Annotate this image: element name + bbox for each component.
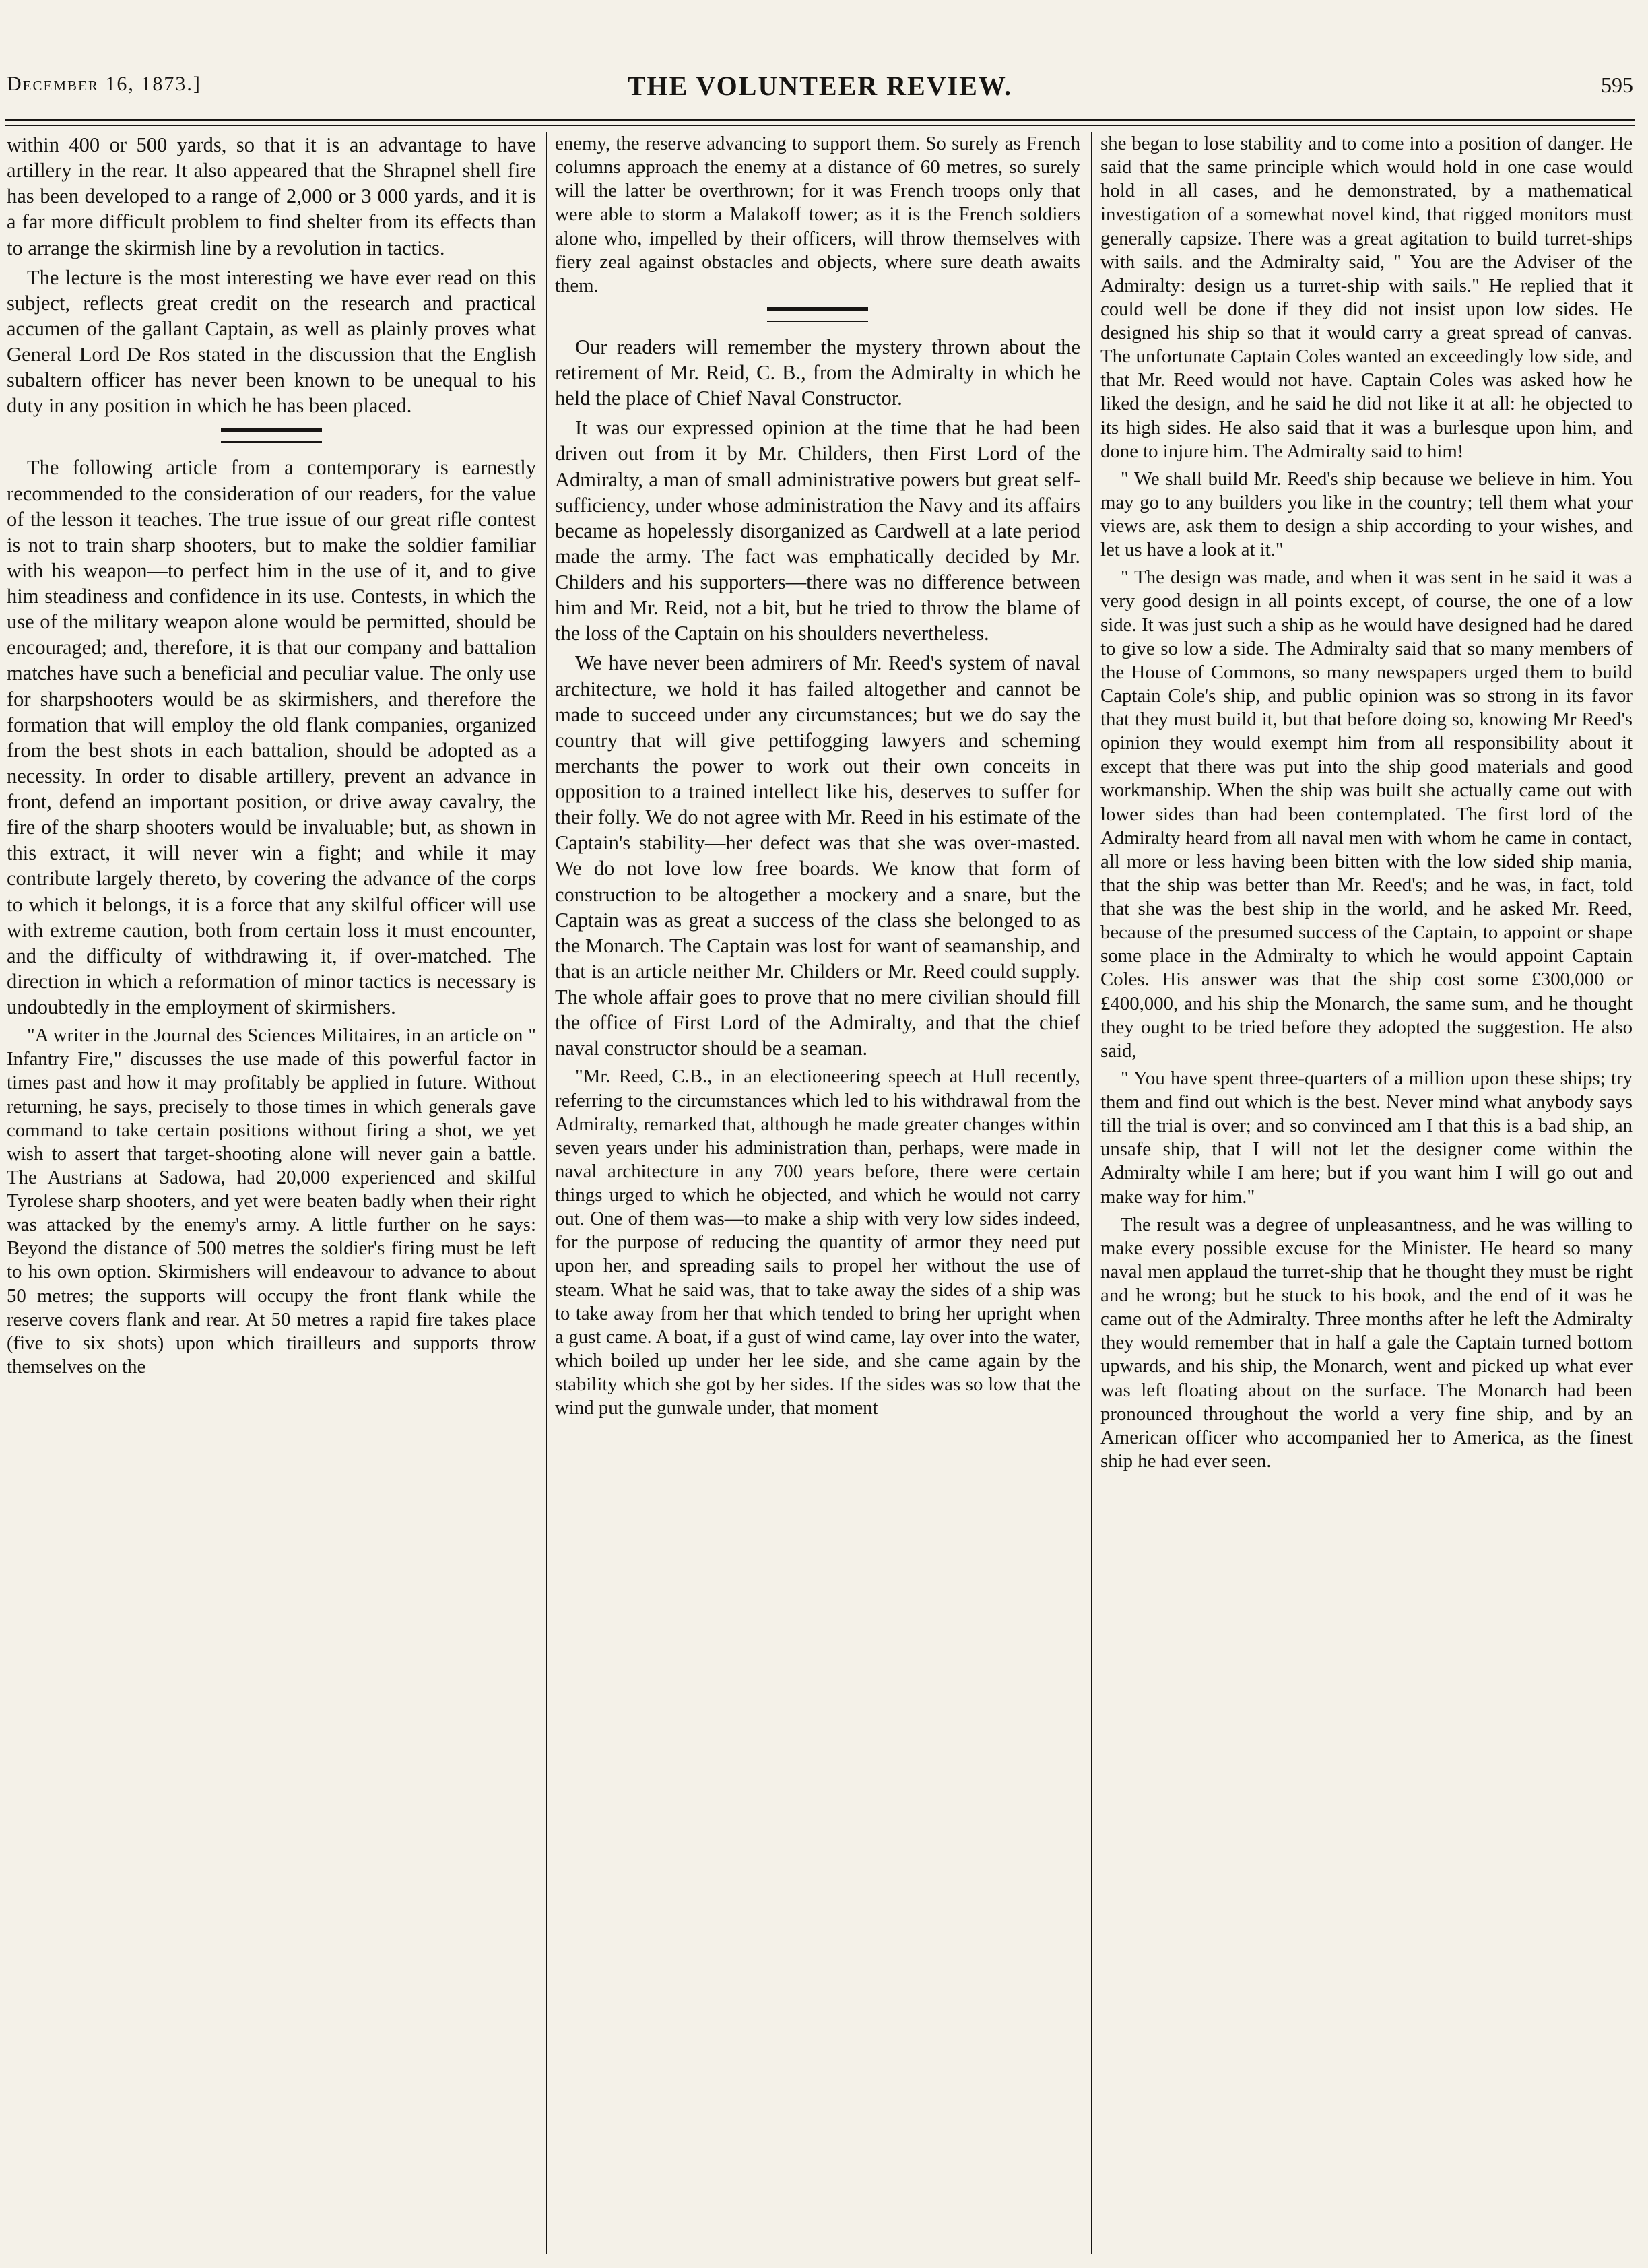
quoted-paragraph: enemy, the reserve advancing to support them. So surely as French columns approach the enemy at a distance of 60 metres, so surely will the latter be overthrown; for it was French troops only that were able to storm a Malakoff tower; as it is the French soldiers alone who, impelled by their officers, will throw themselves with fiery zeal against obstacles and objects, where sure death awaits them. — [555, 133, 1080, 296]
column-rule — [1091, 132, 1092, 2254]
quoted-paragraph: " You have spent three-quarters of a million upon these ships; try them and find out which is the best. Never mind what anybody says till the trial is over; and so convinced am I that this is a bad ship, an unsafe ship, that I will not let the designer come within the Admiralty while I am here; but if you want him I will go out and make way for him." — [1100, 1067, 1633, 1208]
article-intro: Our readers will remember the mystery thrown about the retirement of Mr. Reid, C. B., from the Admiralty in which he held the place of Chief Naval Constructor. — [555, 335, 1080, 410]
article-intro: The following article from a contemporary is earnestly recommended to the consideration of our readers, for the value of the lesson it teaches. The true issue of our great rifle contest is not to train sharp shooters, but to make the soldier familiar with his weapon—to perfect him in the use of it, and to give him steadiness and confidence in its use. Contests, in which the use of the military weapon alone would be permitted, should be encouraged; and, therefore, it is that our company and battalion matches have such a beneficial and peculiar value. The only use for sharpshooters would be as skirmishers, and therefore the formation that will employ the old flank companies, organized from the best shots in each battalion, should be adopted as a necessity. In order to disable artillery, prevent an advance in front, defend an important position, or drive away cavalry, the fire of the sharp shooters would be invaluable; but, as shown in this extract, it will never win a fight; and while it may contribute largely thereto, by covering the advance of the corps to which it belongs, it is a force that any skilful officer will use with extreme caution, both from certain loss it must encounter, and the difficulty of withdrawing it, if over-matched. The direction in which a reformation of minor tactics is necessary is undoubtedly in the employment of skirmishers. — [7, 456, 536, 1018]
publication-title: THE VOLUNTEER REVIEW. — [627, 71, 1013, 101]
paragraph: within 400 or 500 yards, so that it is an advantage to have artillery in the rear. It also appeared that the Shrapnel shell fire has been developed to a range of 2,000 or 3 000 yards, and it is a far more difficult problem to find shelter from its effects than to arrange the skirmish line by a revolution in tactics. — [7, 133, 536, 259]
paragraph: The lecture is the most interesting we have ever read on this subject, reflects great credit on the research and practical accumen of the gallant Captain, as well as plainly proves what General Lord De Ros stated in the discussion that the English subaltern officer has never been known to be unequal to his duty in any position in which he has been placed. — [7, 265, 536, 418]
header-rule-thin — [5, 125, 1635, 126]
quoted-paragraph: "A writer in the Journal des Sciences Militaires, in an article on " Infantry Fire," discusses the use made of this powerful factor in times past and how it may profitably be applied in future. Without returning, he says, precisely to those times in which generals gave command to take certain positions without firing a shot, we yet wish to assert that target-shooting alone will never gain a battle. The Austrians at Sadowa, had 20,000 experienced and skilful Tyrolese sharp shooters, and yet were beaten badly when their right was attacked by the enemy's army. A little further on he says: Beyond the distance of 500 metres the soldier's firing must be left to his own option. Skirmishers will endeavour to advance to about 50 metres; the supports will occupy the front flank while the reserve covers flank and rear. At 50 metres a rapid fire takes place (five to six shots) upon which tirailleurs and supports throw themselves on the — [7, 1025, 536, 1378]
issue-date: December 16, 1873.] — [7, 73, 201, 95]
page-number: 595 — [1601, 73, 1633, 97]
quoted-paragraph: " We shall build Mr. Reed's ship because we believe in him. You may go to any builders you like in the country; tell them what your views are, ask them to design a ship according to your wishes, and let us have a look at it." — [1100, 467, 1633, 561]
quoted-paragraph: "Mr. Reed, C.B., in an electioneering speech at Hull recently, referring to the circumstances which led to his withdrawal from the Admiralty, remarked that, although he made greater changes within seven years under his administration than, perhaps, were made in naval architecture in any 700 years before, there were certain things urged to which he objected, and which he would not carry out. One of them was—to make a ship with very low sides indeed, for the purpose of reducing the quantity of armor they need put upon her, and spreading sails to propel her without the use of steam. What he said was, that to take away the sides of a ship was to take away from her that which tended to bring her upright when a gust came. A boat, if a gust of wind came, lay over into the water, which boiled up under her lee side, and she came again by the stability which she got by her sides. If the sides was so low that the wind put the gunwale under, that moment — [555, 1066, 1080, 1419]
quoted-paragraph: The result was a degree of unpleasantness, and he was willing to make every possible excuse for the Minister. He heard so many naval men applaud the turret-ship that he thought they must be right and he wrong; but he stuck to his book, and the end of it was he came out of the Admiralty. Three months after he left the Admiralty they would remember that in half a gale the Captain turned bottom upwards, and his ship, the Monarch, went and picked up what ever was left floating about on the surface. The Monarch had been pronounced throughout the world a very fine ship, and by an American officer who accompanied her to America, as the finest ship he had ever seen. — [1100, 1213, 1633, 1472]
column-3 — [1100, 132, 1633, 2247]
column-1 — [7, 132, 536, 2247]
paragraph: We have never been admirers of Mr. Reed's system of naval architecture, we hold it has failed altogether and cannot be made to succeed under any circumstances; but we do say the country that will give pettifogging lawyers and scheming merchants the power to work out their own conceits in opposition to a trained intellect like his, deserves to suffer for their folly. We do not agree with Mr. Reed in his estimate of the Captain's stability—her defect was that she was over-masted. We do not love low free boards. We know that form of construction to be altogether a mockery and a snare, but the Captain was as great a success of the class she belonged to as the Monarch. The Captain was lost for want of seamanship, and that is an article neither Mr. Childers or Mr. Reed could supply. The whole affair goes to prove that no mere civilian should fill the office of First Lord of the Admiralty, and that the chief naval constructor should be a seaman. — [555, 651, 1080, 1060]
quoted-paragraph: she began to lose stability and to come into a position of danger. He said that the same principle which would hold in one case would hold in all cases, and he demonstrated, by a mathematical investigation of a somewhat novel kind, that rigged monitors must generally capsize. There was a great agitation to build turret-ships with sails. and the Admiralty said, " You are the Adviser of the Admiralty: design us a turret-ship with sails." He replied that it could well be done if they did not insist upon low sides. He designed his ship so that it would carry a great spread of canvas. The unfortunate Captain Coles wanted an exceedingly low side, and that Mr. Reed would not have. Captain Coles was asked how he liked the design, and he said he did not like it at all: he objected to its high sides. He also said that it was a burlesque upon him, and done to injure him. The Admiralty said to him! — [1100, 133, 1633, 462]
page-header — [7, 73, 1633, 115]
column-2 — [555, 132, 1080, 2247]
article-divider — [767, 307, 868, 322]
paragraph: It was our expressed opinion at the time that he had been driven out from it by Mr. Childers, then First Lord of the Admiralty, a man of small administrative powers but great self-sufficiency, under whose administration the Navy and its affairs became as hopelessly disorganized as Cardwell at a late period made the army. The fact was emphatically decided by Mr. Childers and his supporters—there was no difference between him and Mr. Reid, not a bit, but he tried to throw the blame of the loss of the Captain on his shoulders nevertheless. — [555, 416, 1080, 645]
column-rule — [546, 132, 547, 2254]
quoted-paragraph: " The design was made, and when it was sent in he said it was a very good design in all points except, of course, the one of a low side. It was just such a ship as he would have designed had he dared to give so low a side. The Admiralty said that so many members of the House of Commons, so many newspapers urged them to build Captain Cole's ship, and public opinion was so strong in its favor that they must build it, but that before doing so, knowing Mr Reed's opinion they would exempt him from all responsibility about it except that there was put into the ship good materials and good workmanship. When the ship was built she actually came out with lower sides than had been contemplated. The first lord of the Admiralty heard from all naval men with whom he came in contact, all more or less having been bitten with the low sided ship mania, that the ship was better than Mr. Reed's; and he was, in fact, told that she was the best ship in the world, and he asked Mr. Reed, because of the presumed success of the Captain, to appoint or shape some place in the Admiralty to which he would appoint Captain Coles. His answer was that the ship cost some £300,000 or £400,000, and his ship the Monarch, the same sum, and he thought they ought to be tried before they adopted the suggestion. He also said, — [1100, 566, 1633, 1062]
article-divider — [221, 428, 322, 443]
header-rule — [5, 119, 1635, 121]
